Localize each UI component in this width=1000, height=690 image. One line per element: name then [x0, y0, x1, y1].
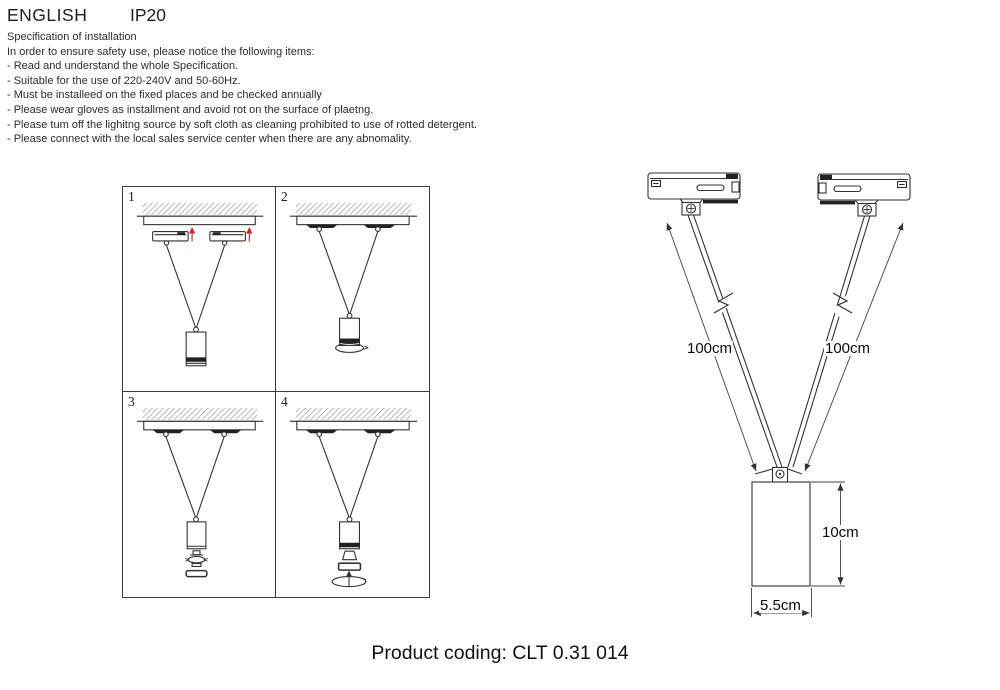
- suspension-cable: [166, 245, 195, 327]
- track-adapter: [306, 430, 338, 433]
- suspension-cable: [196, 245, 224, 327]
- step-number: 2: [281, 189, 288, 204]
- pendant-light-exploded: [185, 517, 208, 577]
- spec-item: - Please connect with the local sales service center when there are any abnomality.: [7, 133, 412, 146]
- ceiling-hatch: [143, 203, 257, 215]
- lamp-bulb: [188, 556, 205, 562]
- install-step-2-panel: [276, 187, 429, 392]
- track-adapter: [210, 232, 246, 246]
- swivel-bracket: [755, 468, 802, 483]
- track-adapter: [153, 232, 189, 246]
- spec-item: - Read and understand the whole Specification.: [7, 60, 239, 73]
- ceiling-hatch: [296, 203, 411, 215]
- suspension-cable: [350, 437, 378, 518]
- track-rail: [297, 216, 409, 224]
- specification-text: [7, 30, 477, 147]
- track-rail: [144, 216, 256, 224]
- install-step-3-panel: [123, 392, 276, 597]
- suspension-cable: [196, 437, 224, 518]
- spec-item: - Must be installeed on the fixed places and be checked annually: [7, 89, 322, 102]
- suspension-cable: [350, 231, 378, 313]
- track-adapter: [153, 430, 185, 433]
- track-adapter-right: [818, 174, 910, 216]
- pendant-light-exploded: [332, 517, 366, 587]
- spec-item: - Please tum off the lighitng source by soft cloth as cleaning prohibited to use of rotted detergent.: [7, 118, 478, 131]
- step-4-diagram: [276, 392, 429, 597]
- step-3-diagram: [123, 392, 275, 597]
- track-rail: [297, 421, 409, 429]
- pendant-light: [186, 327, 206, 366]
- right-cable-length-label: 100cm: [825, 340, 871, 357]
- language-label: ENGLISH: [7, 5, 88, 25]
- step-1-diagram: [123, 187, 275, 391]
- left-cable-length-label: 100cm: [687, 340, 733, 357]
- ceiling-hatch: [143, 408, 257, 420]
- lamp-bulb: [343, 551, 357, 559]
- fixture-height-label: 10cm: [822, 524, 859, 541]
- spec-item: - Please wear gloves as installment and avoid rot on the surface of plaetng.: [7, 103, 374, 116]
- step-2-diagram: [276, 187, 429, 391]
- spec-title: Specification of installation: [7, 31, 137, 43]
- product-coding: Product coding: CLT 0.31 014: [371, 642, 629, 664]
- spec-intro: In order to ensure safety use, please notice the following items:: [7, 45, 315, 58]
- fixture-body: [752, 482, 810, 586]
- suspension-cable: [319, 437, 349, 518]
- dimension-drawing: [630, 160, 940, 630]
- installation-steps-grid: [122, 186, 430, 598]
- install-step-4-panel: [276, 392, 429, 597]
- suspension-cable: [319, 231, 349, 313]
- trim-ring: [339, 563, 361, 570]
- suspension-cable: [166, 437, 196, 518]
- track-adapter-left: [648, 173, 740, 215]
- ceiling-hatch: [296, 408, 411, 420]
- lamp-socket: [193, 551, 200, 555]
- track-rail: [144, 421, 256, 429]
- trim-ring: [186, 571, 207, 577]
- step-number: 4: [281, 394, 288, 409]
- fixture-width-label: 5.5cm: [760, 597, 801, 614]
- spec-item: - Suitable for the use of 220-240V and 50-60Hz.: [7, 74, 241, 87]
- pendant-light: [336, 313, 368, 352]
- step-number: 1: [128, 189, 135, 204]
- break-symbol: [714, 292, 855, 314]
- ip-rating-label: IP20: [130, 5, 166, 25]
- step-number: 3: [128, 394, 135, 409]
- track-adapter: [306, 225, 338, 228]
- install-step-1-panel: [123, 187, 276, 392]
